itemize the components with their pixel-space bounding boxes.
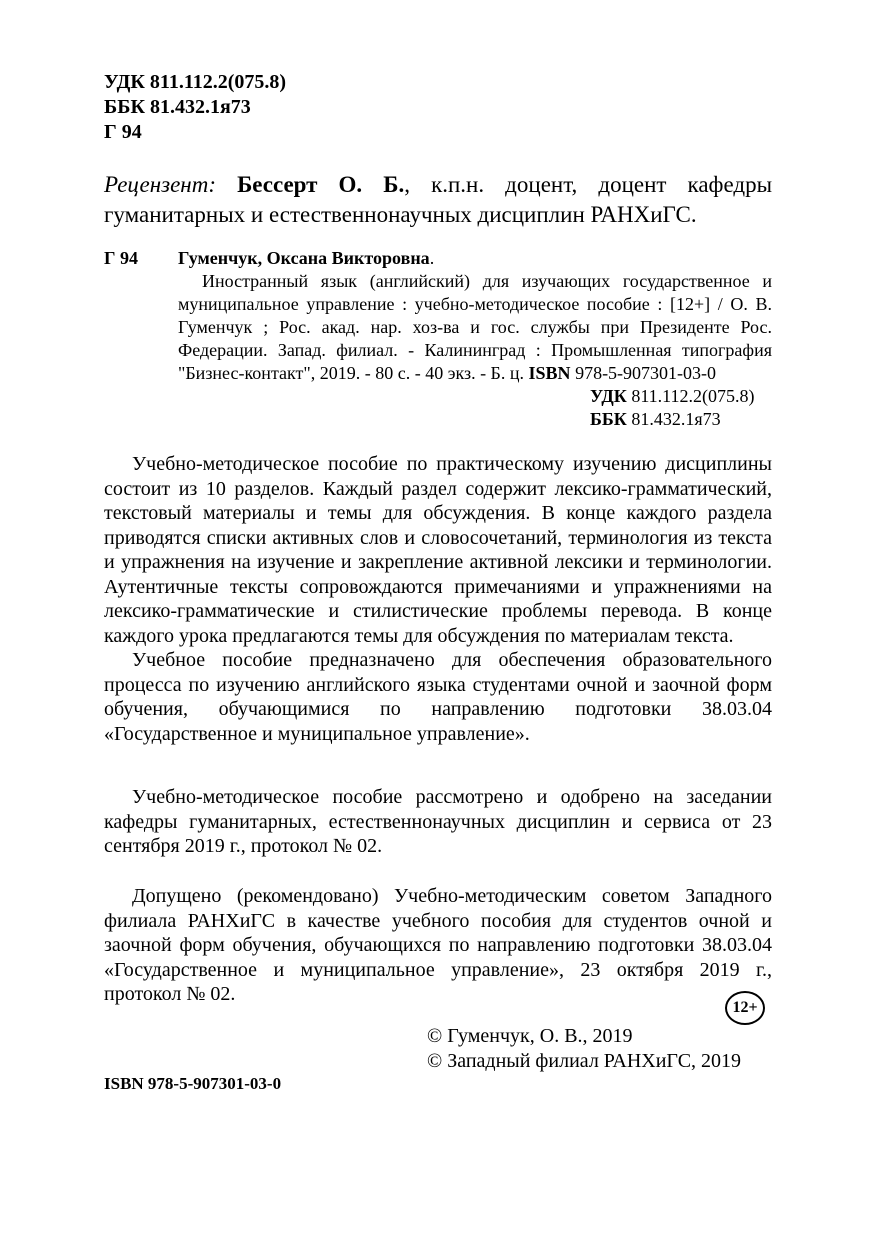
record-author-line [178, 247, 772, 270]
record-bbk-value: 81.432.1я73 [626, 409, 721, 429]
record-description [178, 270, 772, 385]
annotation-paragraph-1: Учебно-методическое пособие по практическому изучению дисциплины состоит из 10 разделов. Каждый раздел содержит лексико-грамматический, текстовый материалы и темы для обсуждения. В конце каждого раздела приводятся списки активных слов и словосочетаний, терминология из текста и упражнения на изучение и закрепление активной лексики и терминологии. Аутентичные тексты сопровождаются примечаниями и упражнениями на лексико-грамматические и стилистические проблемы перевода. В конце каждого урока предлагаются темы для обсуждения по материалам текста. [104, 453, 772, 647]
bbk-code: ББК 81.432.1я73 [104, 96, 251, 118]
record-index: Г 94 [104, 248, 138, 268]
approval-paragraph: Учебно-методическое пособие рассмотрено и одобрено на заседании кафедры гуманитарных, естественнонаучных дисциплин и сервиса от 23 сентября 2019 г., протокол № 02. [104, 786, 772, 857]
approval-block [104, 785, 772, 859]
udk-code: УДК 811.112.2(075.8) [104, 71, 287, 93]
record-udk-label: УДК [590, 386, 627, 406]
reviewer-details: , к.п.н. доцент, доцент кафедры гуманитарных и естественнонаучных дисциплин РАНХиГС. [104, 172, 773, 227]
author-index-code: Г 94 [104, 121, 142, 143]
copyright-author: © Гуменчук, О. В., 2019 [427, 1025, 633, 1047]
isbn-footer: ISBN 978-5-907301-03-0 [104, 1074, 282, 1093]
copyright-block [427, 1024, 741, 1074]
record-author: Гуменчук, Оксана Викторовна [178, 248, 430, 268]
copyright-publisher: © Западный филиал РАНХиГС, 2019 [427, 1050, 742, 1072]
age-rating-badge: 12+ [725, 991, 765, 1025]
reviewer-block [104, 170, 772, 230]
record-description-text: Иностранный язык (английский) для изучающих государственное и муниципальное управление : учебно-методическое пособие : [12+] / О. В. Гуменчук ; Рос. акад. нар. хоз-ва и гос. службы при Президенте Рос. Федерации. Запад. филиал. - Калининград : Промышленная типография "Бизнес-контакт", 2019. - 80 с. - 40 экз. - Б. ц. [178, 271, 772, 383]
annotation-paragraph-2: Учебное пособие предназначено для обеспечения образовательного процесса по изучению английского языка студентами очной и заочной форм обучения, обучающимися по направлению подготовки 38.03.04 «Государственное и муниципальное управление». [104, 649, 772, 745]
classification-codes [104, 70, 286, 145]
annotation-block [104, 452, 772, 746]
reviewer-name: Бессерт О. Б. [237, 172, 405, 197]
record-isbn-value: 978-5-907301-03-0 [570, 363, 717, 383]
recommendation-block [104, 884, 772, 1007]
record-author-end: . [429, 248, 435, 268]
record-udk [590, 385, 790, 408]
record-udk-value: 811.112.2(075.8) [626, 386, 755, 406]
reviewer-label: Рецензент: [104, 172, 216, 197]
record-bbk-label: ББК [590, 409, 627, 429]
record-isbn-label: ISBN [528, 363, 571, 383]
recommendation-paragraph: Допущено (рекомендовано) Учебно-методическим советом Западного филиала РАНХиГС в качестве учебного пособия для студентов очной и заочной форм обучения, обучающихся по направлению подготовки 38.03.04 «Государственное и муниципальное управление», 23 октября 2019 г., протокол № 02. [104, 885, 772, 1005]
record-body [178, 247, 772, 385]
record-bbk [590, 408, 790, 431]
